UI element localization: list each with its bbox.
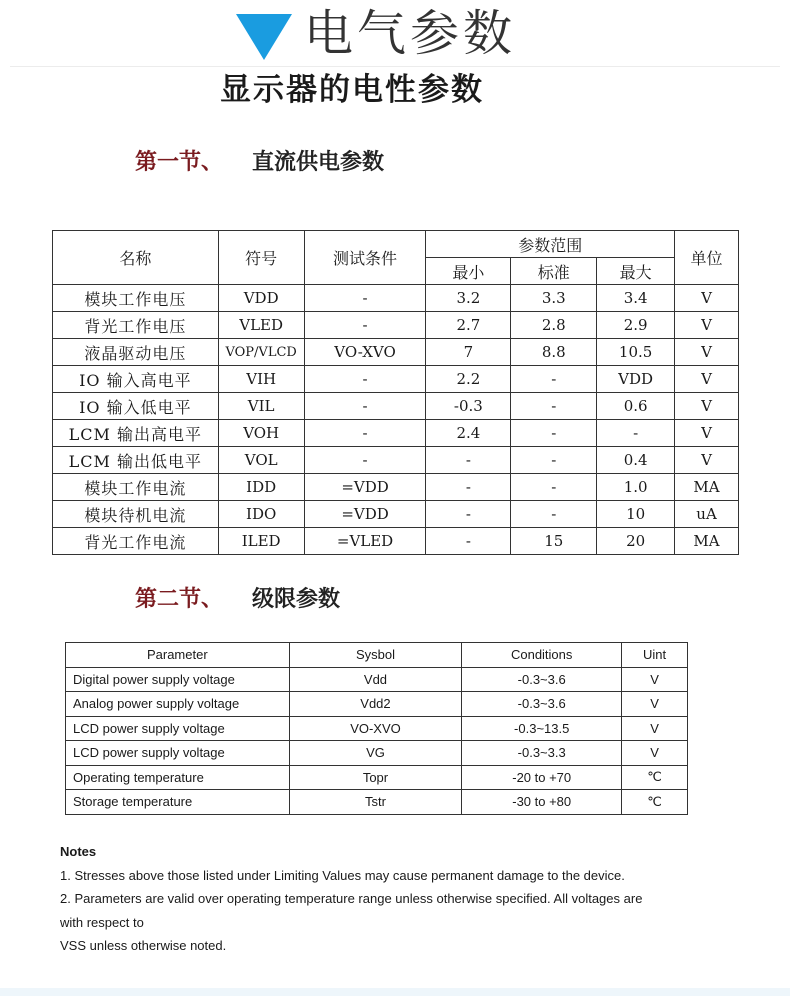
page-subtitle: 显示器的电性参数 <box>220 72 484 108</box>
table-row: 模块待机电流 IDO =VDD - - 10 uA <box>53 501 739 528</box>
header-divider <box>10 66 780 67</box>
notes-block <box>60 840 700 958</box>
header-uint: Uint <box>622 643 688 668</box>
header-max: 最大 <box>597 258 675 285</box>
header-unit: 单位 <box>675 231 739 285</box>
limit-params-table <box>65 642 688 815</box>
note-line: 1. Stresses above those listed under Limiting Values may cause permanent damage to the device. <box>60 867 625 883</box>
table-row: LCD power supply voltage VG -0.3~3.3 V <box>66 741 688 766</box>
section1-name: 直流供电参数 <box>252 150 385 175</box>
note-line: with respect to <box>60 914 144 930</box>
note-line: VSS unless otherwise noted. <box>60 938 227 953</box>
dc-params-table <box>52 230 739 555</box>
table-row: Storage temperature Tstr -30 to +80 ℃ <box>66 790 688 815</box>
section1-number: 第一节、 <box>135 150 224 175</box>
header-name: 名称 <box>53 231 219 285</box>
down-triangle-icon <box>236 14 292 60</box>
header-parameter: Parameter <box>66 643 290 668</box>
page-title: 电气参数 <box>304 5 517 62</box>
table-row: LCM 输出高电平 VOH - 2.4 - - V <box>53 420 739 447</box>
notes-title: Notes <box>60 844 97 859</box>
table-row: Operating temperature Topr -20 to +70 ℃ <box>66 765 688 790</box>
header-condition: 测试条件 <box>304 231 426 285</box>
table-row: 背光工作电压 VLED - 2.7 2.8 2.9 V <box>53 312 739 339</box>
section2-name: 级限参数 <box>252 587 341 612</box>
page-header <box>0 0 790 66</box>
header-conditions: Conditions <box>462 643 622 668</box>
table-row: 液晶驱动电压 VOP/VLCD VO-XVO 7 8.8 10.5 V <box>53 339 739 366</box>
footer-band <box>0 988 790 996</box>
table-row: 模块工作电压 VDD - 3.2 3.3 3.4 V <box>53 285 739 312</box>
header-min: 最小 <box>426 258 511 285</box>
table-row: Analog power supply voltage Vdd2 -0.3~3.6 V <box>66 692 688 717</box>
table-row: IO 输入高电平 VIH - 2.2 - VDD V <box>53 366 739 393</box>
header-symbol: 符号 <box>218 231 304 285</box>
table-row: LCD power supply voltage VO-XVO -0.3~13.5 V <box>66 716 688 741</box>
header-typ: 标准 <box>511 258 597 285</box>
section1-title <box>135 148 385 178</box>
header-sysbol: Sysbol <box>289 643 462 668</box>
table-row: 模块工作电流 IDD =VDD - - 1.0 MA <box>53 474 739 501</box>
section2-number: 第二节、 <box>135 587 224 612</box>
table-row: Digital power supply voltage Vdd -0.3~3.6 V <box>66 667 688 692</box>
header-range: 参数范围 <box>426 231 675 258</box>
table-row: 背光工作电流 ILED =VLED - 15 20 MA <box>53 528 739 555</box>
note-line: 2. Parameters are valid over operating temperature range unless otherwise specified. All voltages are <box>60 891 643 906</box>
table-row: LCM 输出低电平 VOL - - - 0.4 V <box>53 447 739 474</box>
table-row: IO 输入低电平 VIL - -0.3 - 0.6 V <box>53 393 739 420</box>
section2-title <box>135 585 341 615</box>
